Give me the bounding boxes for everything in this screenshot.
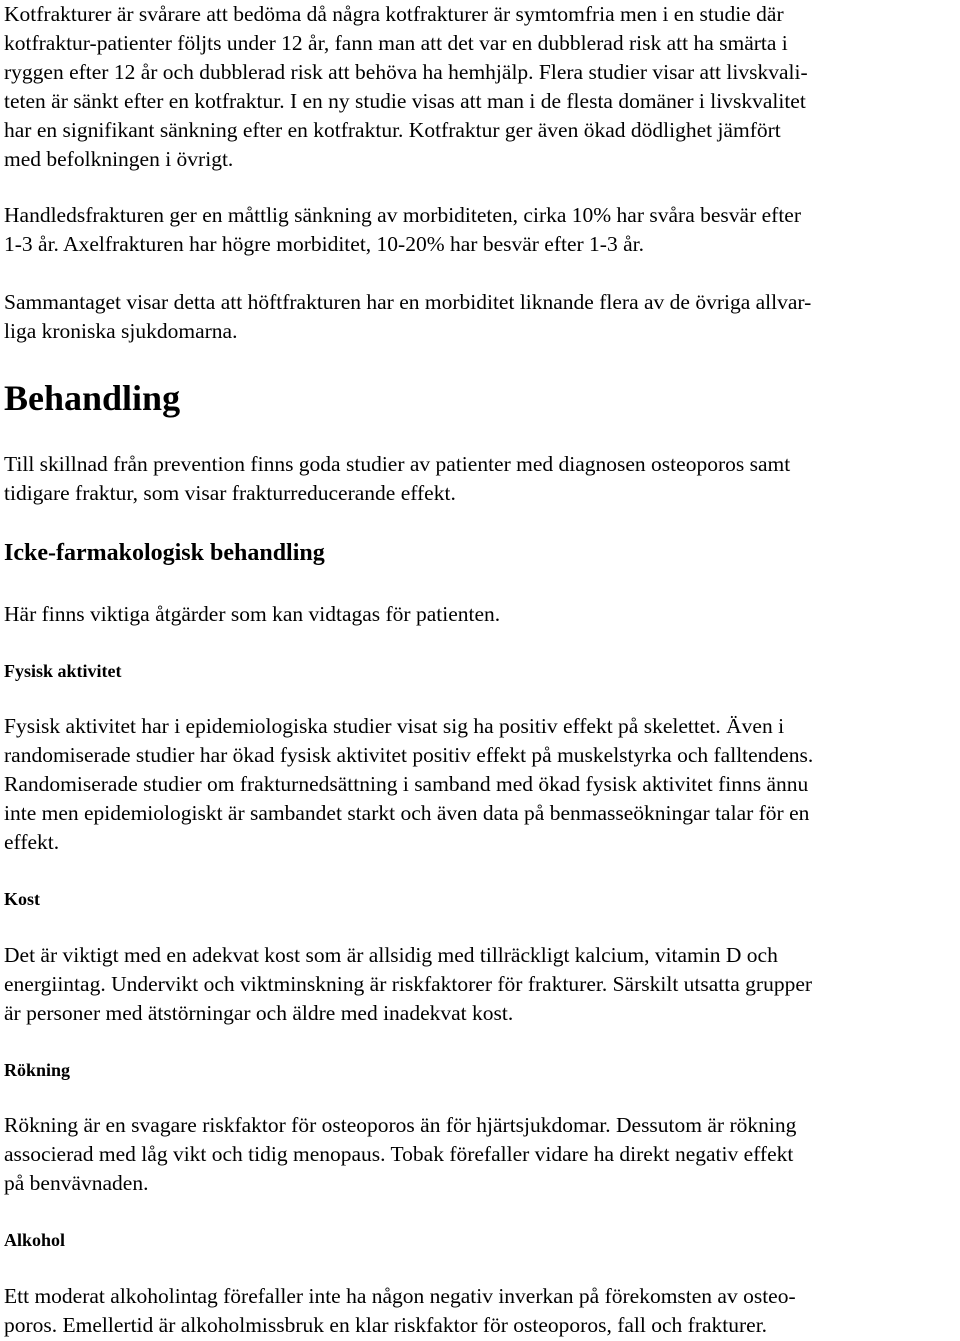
heading-rokning: Rökning xyxy=(4,1060,71,1080)
heading-fysisk-aktivitet: Fysisk aktivitet xyxy=(4,661,122,681)
text-line: har en signifikant sänkning efter en kotfraktur. Kotfraktur ger även ökad dödlighet jämfört xyxy=(4,118,781,142)
text-line: Till skillnad från prevention finns goda studier av patienter med diagnosen osteoporos samt xyxy=(4,452,791,476)
text-line: inte men epidemiologiskt är sambandet starkt och även data på benmasseökningar talar för en xyxy=(4,801,810,825)
text-line: ryggen efter 12 år och dubblerad risk att behöva ha hemhjälp. Flera studier visar att livskvali- xyxy=(4,60,808,84)
text-line: kotfraktur-patienter följts under 12 år, fann man att det var en dubblerad risk att ha smärta i xyxy=(4,31,788,55)
text-line: liga kroniska sjukdomarna. xyxy=(4,319,238,343)
heading-alkohol: Alkohol xyxy=(4,1230,66,1250)
heading-icke-farmakologisk: Icke-farmakologisk behandling xyxy=(4,540,325,566)
text-line: Fysisk aktivitet har i epidemiologiska studier visat sig ha positiv effekt på skelettet. Även i xyxy=(4,714,785,738)
text-line: randomiserade studier har ökad fysisk aktivitet positiv effekt på muskelstyrka och falltendens. xyxy=(4,743,814,767)
text-line: är personer med ätstörningar och äldre med inadekvat kost. xyxy=(4,1001,514,1025)
text-line: på benvävnaden. xyxy=(4,1171,149,1195)
text-line: tidigare fraktur, som visar frakturreducerande effekt. xyxy=(4,481,456,505)
text-line: Ett moderat alkoholintag förefaller inte ha någon negativ inverkan på förekomsten av osteo- xyxy=(4,1284,796,1308)
text-line: associerad med låg vikt och tidig menopaus. Tobak förefaller vidare ha direkt negativ effekt xyxy=(4,1142,794,1166)
text-line: Kotfrakturer är svårare att bedöma då några kotfrakturer är symtomfria men i en studie där xyxy=(4,2,784,26)
text-line: Randomiserade studier om frakturnedsättning i samband med ökad fysisk aktivitet finns ännu xyxy=(4,772,809,796)
text-line: Handledsfrakturen ger en måttlig sänkning av morbiditeten, cirka 10% har svåra besvär efter xyxy=(4,203,801,227)
heading-kost: Kost xyxy=(4,889,40,909)
text-line: poros. Emellertid är alkoholmissbruk en klar riskfaktor för osteoporos, fall och frakturer. xyxy=(4,1313,768,1337)
heading-behandling: Behandling xyxy=(4,378,181,418)
paragraph-atgarder: Här finns viktiga åtgärder som kan vidtagas för patienten. xyxy=(4,602,501,626)
text-line: Rökning är en svagare riskfaktor för osteoporos än för hjärtsjukdomar. Dessutom är rökning xyxy=(4,1113,797,1137)
text-line: Sammantaget visar detta att höftfrakturen har en morbiditet liknande flera av de övriga allvar- xyxy=(4,290,812,314)
text-line: energiintag. Undervikt och viktminskning är riskfaktorer för frakturer. Särskilt utsatta grupper xyxy=(4,972,813,996)
text-line: teten är sänkt efter en kotfraktur. I en ny studie visas att man i de flesta domäner i livskvalitet xyxy=(4,89,806,113)
text-line: 1-3 år. Axelfrakturen har högre morbiditet, 10-20% har besvär efter 1-3 år. xyxy=(4,232,644,256)
text-line: med befolkningen i övrigt. xyxy=(4,147,234,171)
text-line: Det är viktigt med en adekvat kost som är allsidig med tillräckligt kalcium, vitamin D och xyxy=(4,943,778,967)
text-line: effekt. xyxy=(4,830,60,854)
